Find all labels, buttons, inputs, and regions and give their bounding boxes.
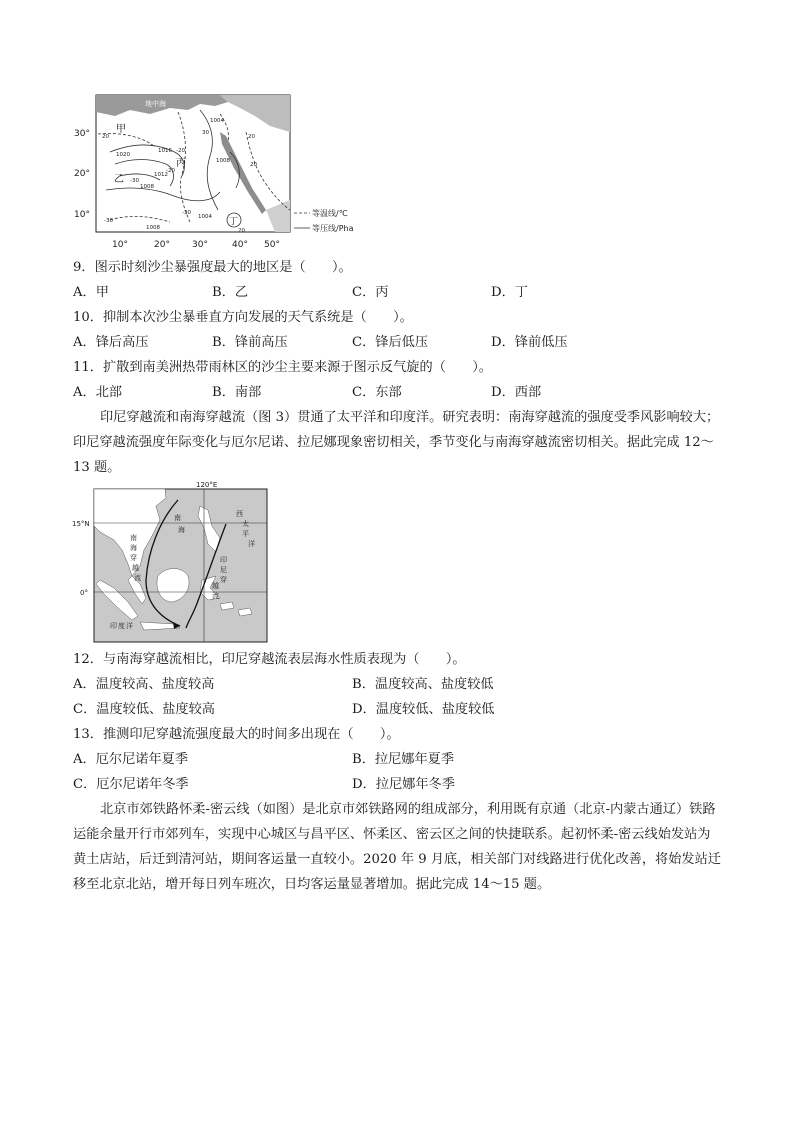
lon-label-10: 10° [112, 240, 128, 250]
figure-throughflow-map [70, 480, 270, 644]
passage-14-15 [73, 797, 723, 897]
label-scstf: 南 [130, 534, 137, 542]
lon-label-20: 20° [154, 240, 170, 250]
isobar-value: 1008 [140, 184, 154, 190]
q11-option-b: B．南部 [212, 385, 262, 400]
q12-option-a: A．温度较高、盐度较高 [73, 677, 215, 692]
label-indian-ocean: 印 [110, 622, 117, 630]
isotherm-value: 20 [238, 228, 245, 234]
label-itf: 穿 [220, 576, 227, 584]
label-itf: 印 [220, 556, 227, 564]
q10-option-d: D．锋前低压 [491, 335, 568, 350]
isotherm-value: 20 [102, 134, 109, 140]
q13-option-b: B．拉尼娜年夏季 [352, 752, 455, 767]
isotherm-value: 20 [248, 134, 255, 140]
q10-option-b: B．锋前高压 [212, 335, 288, 350]
legend-isotherm-label: 等温线/℃ [312, 209, 348, 218]
q11-option-a: A．北部 [73, 385, 123, 400]
isobar-value: 1008 [146, 225, 160, 231]
label-pacific: 太 [242, 520, 249, 528]
label-pacific: 平 [242, 530, 249, 538]
label-itf: 越 [212, 582, 219, 590]
q11-option-c: C．东部 [352, 385, 402, 400]
q13-option-c: C．厄尔尼诺年冬季 [73, 777, 189, 792]
region-label-ding: 丁 [229, 217, 239, 227]
q9-option-a: A．甲 [73, 285, 109, 300]
passage-12-13 [73, 405, 723, 480]
question-10-stem: 10．抑制本次沙尘暴垂直方向发展的天气系统是（ ）。 [73, 310, 413, 325]
passage-14-15-text: 北京市郊铁路怀柔-密云线（如图）是北京市郊铁路网的组成部分，利用既有京通（北京-内蒙古通辽）铁路运能余量开行市郊列车，实现中心城区与昌平区、怀柔区、密云区之间的快捷联系。起初怀柔-密云线始发站为黄土店站，后迁到清河站，期间客运量一直较小。2020 年 9 月底，相关部门对线路进行优化改善，将始发站迁移至北京北站，增开每日列车班次，日均客运量显著增加。据此完成 14～15 题。 [73, 802, 721, 892]
lon-label-120e: 120°E [196, 481, 218, 489]
lat-label-20: 20° [74, 169, 90, 179]
isotherm-value: 30 [202, 130, 209, 136]
label-scstf: 海 [130, 544, 137, 552]
label-scstf: 越 [132, 564, 139, 572]
isobar-value: 1008 [216, 158, 230, 164]
isotherm-value: -20 [176, 148, 185, 154]
question-12-stem: 12．与南海穿越流相比，印尼穿越流表层海水性质表现为（ ）。 [73, 652, 466, 667]
label-itf: 尼 [220, 566, 227, 574]
q10-option-a: A．锋后高压 [73, 335, 149, 350]
lat-label-15n: 15°N [72, 520, 90, 528]
label-indian-ocean: 度 [118, 622, 125, 630]
q9-option-d: D．丁 [491, 285, 528, 300]
lon-label-40: 40° [232, 240, 248, 250]
figure-weather-map [70, 92, 370, 252]
lat-label-30: 30° [74, 129, 90, 139]
question-13-stem: 13．推测印尼穿越流强度最大的时间多出现在（ ）。 [73, 727, 400, 742]
q12-option-c: C．温度较低、盐度较高 [73, 702, 215, 717]
isobar-value: 1012 [154, 172, 168, 178]
region-label-bing: 丙 [176, 158, 186, 169]
label-scs: 海 [178, 526, 185, 534]
lon-label-50: 50° [264, 240, 280, 250]
legend-isobar-label: 等压线/Pha [312, 224, 354, 233]
region-label-jia: 甲 [116, 124, 126, 135]
q9-option-b: B．乙 [212, 285, 249, 300]
q11-option-d: D．西部 [491, 385, 542, 400]
q10-option-c: C．锋后低压 [352, 335, 429, 350]
q13-option-a: A．厄尔尼诺年夏季 [73, 752, 189, 767]
isotherm-value: -30 [182, 210, 191, 216]
q13-option-d: D．拉尼娜年冬季 [352, 777, 455, 792]
label-itf: 流 [212, 592, 219, 600]
passage-12-13-text: 印尼穿越流和南海穿越流（图 3）贯通了太平洋和印度洋。研究表明：南海穿越流的强度受季风影响较大；印尼穿越流强度年际变化与厄尔尼诺、拉尼娜现象密切相关，季节变化与南海穿越流密切相关。据此完成 12～13 题。 [73, 410, 720, 475]
sea-label: 地中海 [145, 100, 166, 108]
q12-option-b: B．温度较高、盐度较低 [352, 677, 494, 692]
isotherm-value: -30 [130, 178, 139, 184]
label-scstf: 流 [134, 574, 141, 582]
isobar-value: 1004 [210, 118, 224, 124]
label-scstf: 穿 [130, 554, 137, 562]
q9-option-c: C．丙 [352, 285, 389, 300]
label-indian-ocean: 洋 [126, 622, 133, 630]
lon-label-30: 30° [192, 240, 208, 250]
isobar-value: 1004 [198, 214, 212, 220]
isotherm-value: -30 [104, 218, 113, 224]
question-9-stem: 9．图示时刻沙尘暴强度最大的地区是（ ）。 [73, 260, 352, 275]
label-pacific: 洋 [248, 540, 255, 548]
isotherm-value: -20 [166, 168, 175, 174]
lat-label-0: 0° [80, 589, 88, 597]
label-pacific: 西 [236, 510, 243, 518]
question-11-stem: 11．扩散到南美洲热带雨林区的沙尘主要来源于图示反气旋的（ ）。 [73, 360, 492, 375]
region-label-yi: 乙 [114, 174, 124, 185]
isobar-value: 1020 [116, 152, 130, 158]
lat-label-10: 10° [74, 210, 90, 220]
isobar-value: 1016 [158, 148, 172, 154]
label-scs: 南 [174, 514, 181, 522]
isotherm-value: 20 [250, 162, 257, 168]
q12-option-d: D．温度较低、盐度较低 [352, 702, 495, 717]
